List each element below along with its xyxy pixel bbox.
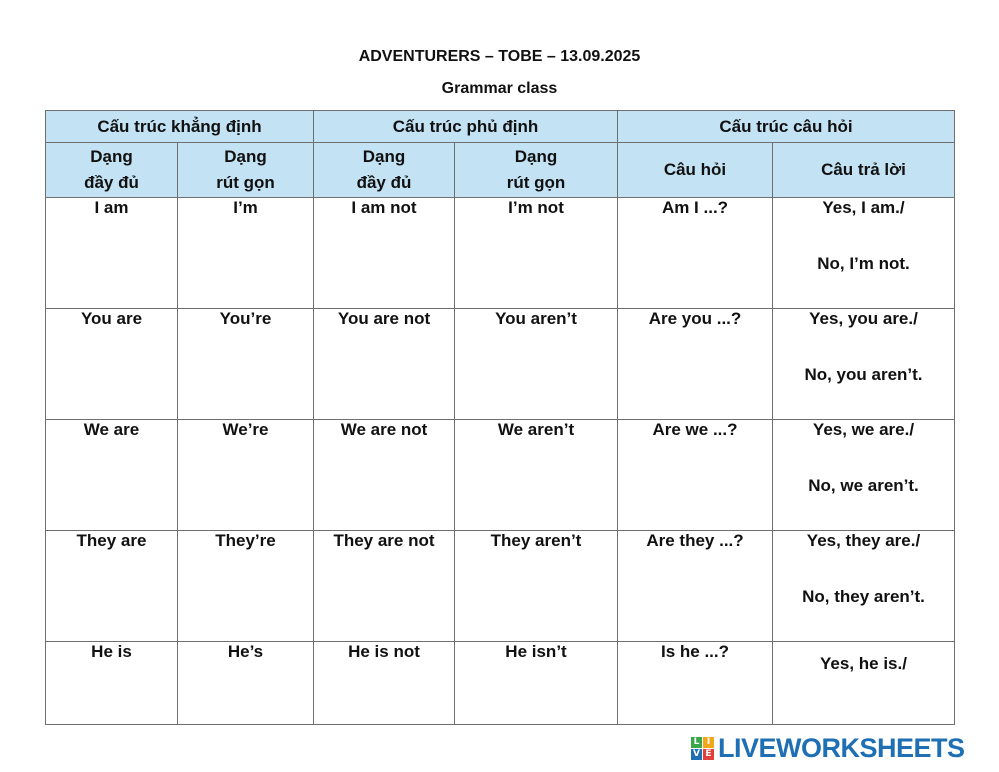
subheader-line: Dạng: [224, 147, 267, 166]
answer-no: No, I’m not.: [817, 254, 910, 273]
subheader-line: Dạng: [514, 147, 558, 166]
header-affirmative: Cấu trúc khẳng định: [46, 111, 314, 143]
header-negative: Cấu trúc phủ định: [314, 111, 618, 143]
subheader-line: Dạng: [362, 147, 406, 166]
cell-neg-full: You are not: [314, 309, 455, 420]
brand-name: LIVEWORKSHEETS: [718, 732, 965, 763]
subheader-line: đầy đủ: [356, 173, 412, 192]
answer-yes: Yes, I am./: [822, 198, 905, 217]
cell-answer: [773, 531, 955, 642]
answer-no: No, you aren’t.: [804, 365, 923, 384]
cell-aff-full: He is: [46, 642, 178, 725]
cell-neg-short: They aren’t: [455, 531, 618, 642]
logo-letter: I: [703, 737, 714, 748]
cell-question: Am I ...?: [618, 198, 773, 309]
page-subtitle: Grammar class: [441, 80, 558, 97]
cell-question: Is he ...?: [618, 642, 773, 725]
cell-answer: [773, 309, 955, 420]
answer-yes: Yes, you are./: [809, 309, 918, 328]
cell-neg-full: He is not: [314, 642, 455, 725]
table-row: [46, 642, 955, 725]
page-title: ADVENTURERS – TOBE – 13.09.2025: [358, 48, 641, 65]
subheader-aff-full: [46, 143, 178, 198]
answer-spacer: [773, 218, 954, 254]
answer-yes: Yes, we are./: [812, 420, 915, 439]
subheader-line: đầy đủ: [84, 173, 139, 192]
subheader-answer: Câu trả lời: [773, 143, 955, 198]
answer-no: No, we aren’t.: [808, 476, 919, 495]
cell-aff-short: I’m: [178, 198, 314, 309]
logo-letter: L: [691, 737, 702, 748]
table-row: [46, 531, 955, 642]
cell-neg-full: They are not: [314, 531, 455, 642]
logo-icon: [691, 737, 714, 760]
liveworksheets-logo: [691, 733, 965, 763]
cell-aff-short: We’re: [178, 420, 314, 531]
cell-neg-short: You aren’t: [455, 309, 618, 420]
table-row: [46, 198, 955, 309]
cell-aff-full: They are: [46, 531, 178, 642]
cell-aff-short: They’re: [178, 531, 314, 642]
answer-yes: Yes, he is./: [820, 654, 907, 673]
cell-question: Are you ...?: [618, 309, 773, 420]
cell-aff-short: He’s: [178, 642, 314, 725]
cell-answer: [773, 198, 955, 309]
cell-question: Are we ...?: [618, 420, 773, 531]
answer-yes: Yes, they are./: [806, 531, 921, 550]
answer-spacer: [773, 551, 954, 587]
header-question: Cấu trúc câu hỏi: [618, 111, 955, 143]
answer-no: No, they aren’t.: [802, 587, 925, 606]
cell-aff-short: You’re: [178, 309, 314, 420]
cell-neg-short: He isn’t: [455, 642, 618, 725]
subheader-question: Câu hỏi: [618, 143, 773, 198]
cell-neg-full: We are not: [314, 420, 455, 531]
cell-answer: [773, 420, 955, 531]
subheader-neg-short: [455, 143, 618, 198]
subheader-line: rút gọn: [506, 173, 566, 192]
subheader-line: Dạng: [90, 147, 133, 166]
cell-question: Are they ...?: [618, 531, 773, 642]
logo-letter: V: [691, 749, 702, 760]
cell-answer: [773, 642, 955, 725]
cell-neg-short: I’m not: [455, 198, 618, 309]
answer-spacer: [773, 440, 954, 476]
logo-letter: E: [703, 749, 714, 760]
grammar-table: [45, 110, 955, 725]
cell-aff-full: I am: [46, 198, 178, 309]
cell-aff-full: We are: [46, 420, 178, 531]
subheader-aff-short: [178, 143, 314, 198]
answer-spacer: [773, 329, 954, 365]
cell-aff-full: You are: [46, 309, 178, 420]
cell-neg-full: I am not: [314, 198, 455, 309]
subheader-line: rút gọn: [216, 173, 275, 192]
subheader-neg-full: [314, 143, 455, 198]
table-row: [46, 309, 955, 420]
table-row: [46, 420, 955, 531]
cell-neg-short: We aren’t: [455, 420, 618, 531]
